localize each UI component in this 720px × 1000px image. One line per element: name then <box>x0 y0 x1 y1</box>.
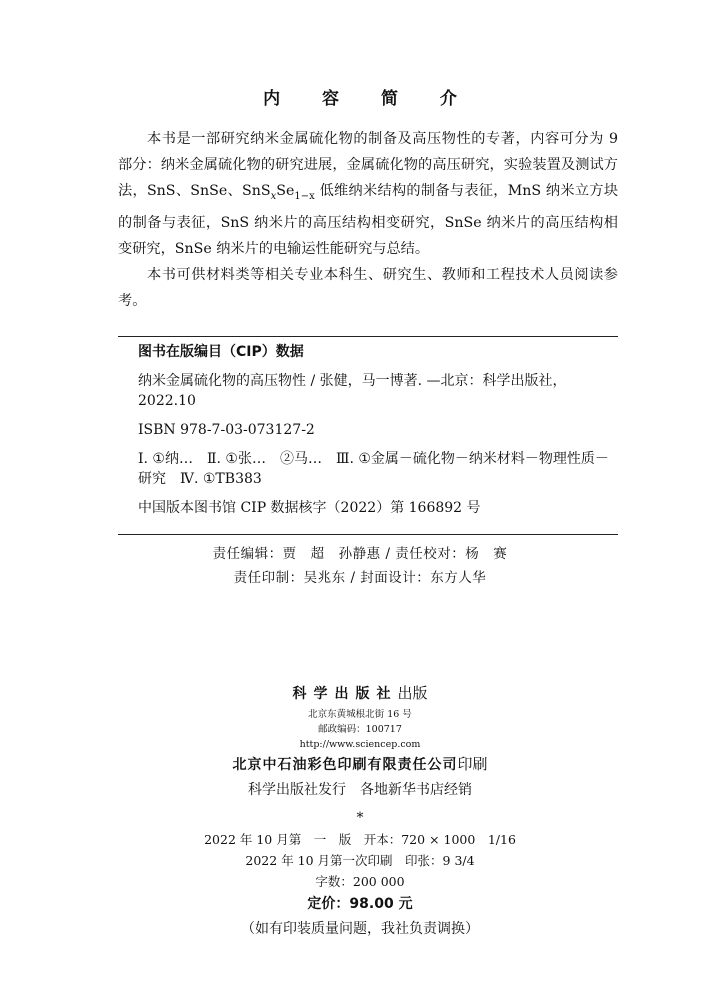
summary-section <box>118 126 618 314</box>
edition-line: 2022 年 10 月第 一 版 开本：720 × 1000 1/16 <box>204 832 516 847</box>
summary-p1-text-a: 本书是一部研究纳米金属硫化物的制备及高压物性的专著，内容可分为 9 部分：纳米金属硫化物的研究进展，金属硫化物的高压研究，实验装置及测试方法，SnS、SnSe、SnS <box>118 131 618 199</box>
printing-line: 2022 年 10 月第一次印刷 印张：9 3/4 <box>245 853 475 868</box>
publisher-website: http://www.sciencep.com <box>299 739 421 750</box>
colophon-block <box>0 680 720 942</box>
publisher-logo-text: 科学出版社 <box>292 686 398 702</box>
word-count: 字数：200 000 <box>315 874 405 889</box>
page-title: 内 容 简 介 <box>263 89 475 109</box>
cip-classification: Ⅰ. ①纳… Ⅱ. ①张… ②马… Ⅲ. ①金属－硫化物－纳米材料－物理性质－研究 Ⅳ. ①TB383 <box>138 451 609 487</box>
cip-number: 中国版本图书馆 CIP 数据核字（2022）第 166892 号 <box>138 500 481 516</box>
credits-editors: 责任编辑：贾 超 孙静惠 / 责任校对：杨 赛 <box>212 546 508 562</box>
cip-block <box>118 342 618 518</box>
credits-block <box>0 542 720 590</box>
publisher-postcode: 邮政编码：100717 <box>318 724 402 735</box>
publisher-line <box>0 680 720 707</box>
distribution-line: 科学出版社发行 各地新华书店经销 <box>248 782 472 798</box>
summary-p1-se: Se <box>276 183 295 199</box>
quality-note: （如有印装质量问题，我社负责调换） <box>241 921 479 937</box>
printer-line <box>0 752 720 777</box>
printer-suffix: 印刷 <box>457 755 488 773</box>
summary-p1-text-b: 低维纳米结构的制备与表征，MnS 纳米立方块的制备与表征，SnS 纳米片的高压结构相变研究，SnSe 纳米片的高压结构相变研究，SnSe 纳米片的电输运性能研究与总结。 <box>118 183 619 257</box>
subscript-x: x <box>270 190 277 202</box>
separator-star: * <box>356 810 364 826</box>
cip-top-rule <box>118 336 618 337</box>
publisher-address: 北京东黄城根北街 16 号 <box>308 709 412 720</box>
summary-paragraph-2: 本书可供材料类等相关专业本科生、研究生、教师和工程技术人员阅读参考。 <box>118 266 618 309</box>
cip-record: 纳米金属硫化物的高压物性 / 张健，马一博著. —北京：科学出版社，2022.10 <box>138 373 567 409</box>
printer-name: 北京中石油彩色印刷有限责任公司 <box>232 757 458 773</box>
cip-bottom-rule <box>118 534 618 535</box>
summary-paragraph-1 <box>118 126 618 262</box>
subscript-1-minus-x: 1−x <box>294 190 315 202</box>
publisher-suffix: 出版 <box>397 684 428 702</box>
cip-heading: 图书在版编目（CIP）数据 <box>138 344 304 360</box>
credits-production: 责任印制：吴兆东 / 封面设计：东方人华 <box>233 570 487 586</box>
cip-isbn: ISBN 978-7-03-073127-2 <box>138 422 315 438</box>
price-label: 定价：98.00 元 <box>307 896 413 912</box>
